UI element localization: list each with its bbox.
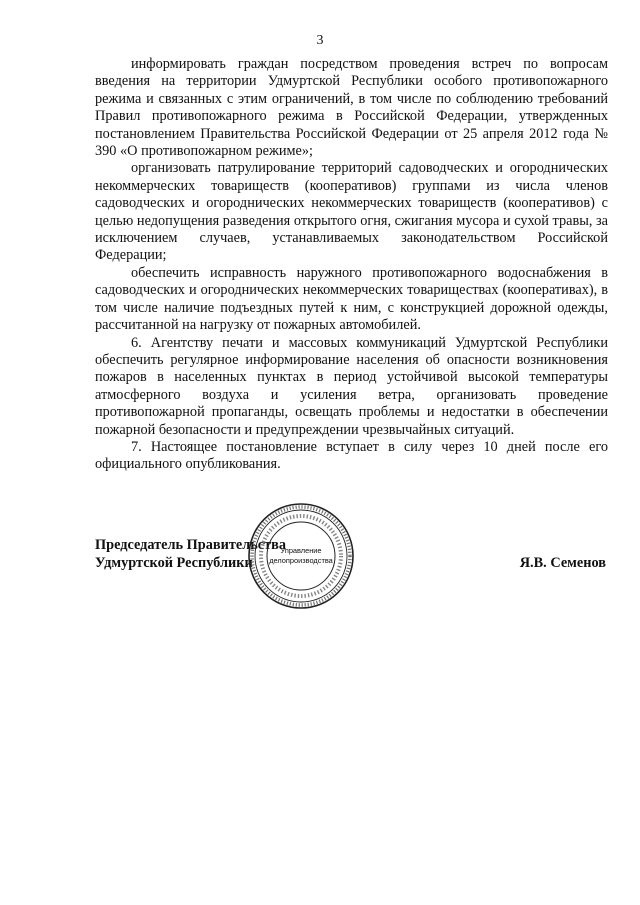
page-number: 3 xyxy=(316,33,324,48)
stamp-text-line1: Управление xyxy=(280,546,322,555)
paragraph-item-6: 6. Агентству печати и массовых коммуникаций Удмуртской Республики обеспечить регулярное информирование населения об опасности возникновения пожаров в населенных пунктах в период устойчивой высокой температуры атмосферного воздуха и усиления ветра, организовать проведение противопожарной пропаганды, освещать проблемы и недостатки в обеспечении пожарной безопасности и предупреждении чрезвычайных ситуаций. xyxy=(95,334,608,438)
signatory-position-line1: Председатель Правительства xyxy=(95,537,287,553)
stamp-text-line2: делопроизводства xyxy=(269,556,333,565)
paragraph-item-7: 7. Настоящее постановление вступает в силу через 10 дней после его официального опубликования. xyxy=(95,438,608,473)
paragraph-water-supply: обеспечить исправность наружного противопожарного водоснабжения в садоводческих и огороднических некоммерческих товариществах (кооперативах), в том числе наличие подъездных путей к ним, с конструкцией дорожной одежды, рассчитанной на нагрузку от пожарных автомобилей. xyxy=(95,264,608,334)
signatory-position-line2: Удмуртской Республики xyxy=(95,555,253,571)
document-body xyxy=(95,56,608,474)
official-seal-stamp xyxy=(247,502,355,610)
paragraph-inform-citizens: информировать граждан посредством проведения встреч по вопросам введения на территории Удмуртской Республики особого противопожарного режима и связанных с этим ограничений, в том числе по соблюдению требований Правил противопожарного режима в Российской Федерации, утвержденных постановлением Правительства Российской Федерации от 25 апреля 2012 года № 390 «О противопожарном режиме»; xyxy=(95,56,608,160)
signatory-name: Я.В. Семенов xyxy=(519,555,606,571)
paragraph-patrol: организовать патрулирование территорий садоводческих и огороднических некоммерческих товариществ (кооперативов) группами из числа членов садоводческих и огороднических некоммерческих товариществ (кооперативов) с целью недопущения разведения открытого огня, сжигания мусора и сухой травы, за исключением случаев, устанавливаемых законодательством Российской Федерации; xyxy=(95,160,608,264)
